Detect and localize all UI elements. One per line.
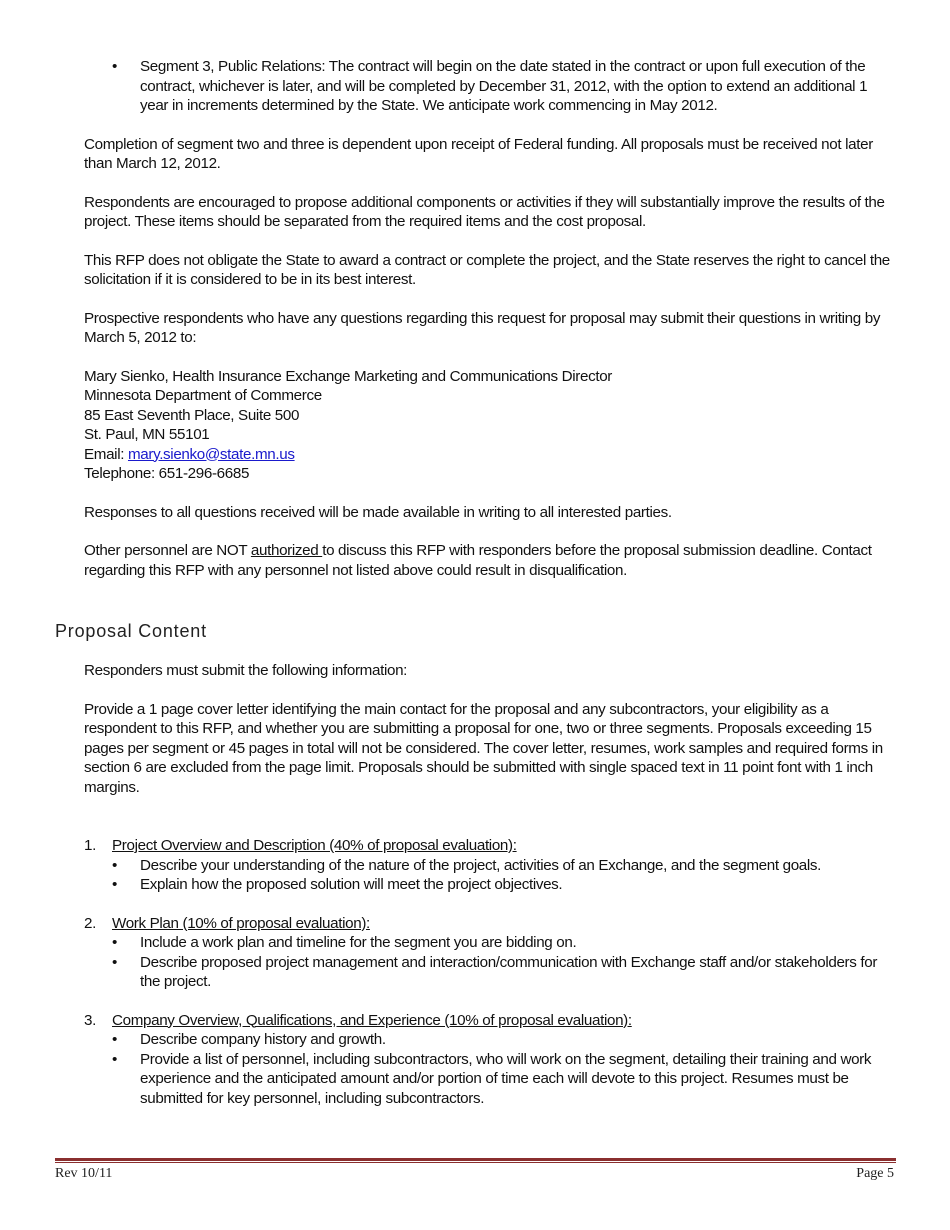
criteria-item bbox=[84, 836, 899, 895]
completion-paragraph: Completion of segment two and three is dependent upon receipt of Federal funding. All proposals must be received not later than March 12, 2012. bbox=[84, 135, 873, 172]
footer-revision: Rev 10/11 bbox=[55, 1166, 113, 1181]
criteria-title: Work Plan (10% of proposal evaluation): bbox=[112, 914, 370, 932]
email-link[interactable]: mary.sienko@state.mn.us bbox=[127, 445, 295, 463]
contact-org: Minnesota Department of Commerce bbox=[84, 387, 322, 404]
bullet-icon: • bbox=[112, 856, 117, 874]
list-item bbox=[84, 57, 899, 116]
other-personnel-text-end: to discuss this RFP with responders before the proposal submission deadline. Contact regarding this RFP with any personnel not listed above could result in disqualification. bbox=[84, 542, 872, 579]
criteria-heading bbox=[84, 836, 899, 856]
criteria-number: 2. bbox=[84, 914, 96, 932]
bullet-text: Provide a list of personnel, including subcontractors, who will work on the segment, detailing their training and work experience and the anticipated amount and/or portion of time each will devote to this project. Resumes must be submitted for key personnel, including subcontractors. bbox=[140, 1050, 872, 1107]
responses-paragraph: Responses to all questions received will be made available in writing to all interested parties. bbox=[84, 503, 672, 521]
bullet-icon: • bbox=[112, 876, 117, 893]
proposal-content-heading: Proposal Content bbox=[55, 621, 207, 641]
bullet-icon: • bbox=[112, 934, 117, 951]
contact-address-line1: 85 East Seventh Place, Suite 500 bbox=[84, 406, 300, 424]
criteria-heading bbox=[84, 1011, 899, 1031]
other-personnel-paragraph bbox=[84, 541, 899, 580]
criteria-bullets bbox=[84, 933, 899, 992]
intro-bullet-list bbox=[84, 57, 899, 116]
bullet-icon: • bbox=[112, 1031, 117, 1048]
list-item bbox=[84, 953, 899, 992]
criteria-number: 3. bbox=[84, 1011, 96, 1029]
bullet-text: Describe proposed project management and interaction/communication with Exchange staff and/or stakeholders for the project. bbox=[140, 953, 878, 990]
criteria-item bbox=[84, 914, 899, 992]
criteria-bullets bbox=[84, 1030, 899, 1108]
page-body bbox=[55, 57, 899, 1127]
email-label: Email: bbox=[84, 445, 128, 463]
footer-divider-thin bbox=[55, 1162, 896, 1163]
list-item bbox=[84, 875, 899, 895]
other-personnel-text-start: Other personnel are NOT bbox=[84, 542, 251, 559]
bullet-text: Segment 3, Public Relations: The contract will begin on the date stated in the contract or upon full execution of the contract, whichever is later, and will be completed by December 31, 2012, with the option to extend an additional 1 year in increments determined by the State. We anticipate work commencing in May 2012. bbox=[140, 58, 868, 114]
contact-email-line bbox=[84, 445, 899, 465]
contact-block bbox=[84, 367, 899, 484]
contact-address-line2: St. Paul, MN 55101 bbox=[84, 426, 210, 443]
criteria-number: 1. bbox=[84, 837, 96, 854]
bullet-icon: • bbox=[112, 1050, 117, 1068]
criteria-title: Company Overview, Qualifications, and Experience (10% of proposal evaluation): bbox=[112, 1011, 632, 1029]
footer-divider bbox=[55, 1158, 896, 1161]
criteria-bullets bbox=[84, 856, 899, 895]
bullet-text: Explain how the proposed solution will meet the project objectives. bbox=[140, 876, 563, 893]
evaluation-criteria-list bbox=[84, 836, 899, 1108]
cover-letter-paragraph: Provide a 1 page cover letter identifying the main contact for the proposal and any subcontractors, your eligibility as a respondent to this RFP, and whether you are submitting a proposal for one, two or three segments. Proposals exceeding 15 pages per segment or 45 pages in total will not be considered. The cover letter, resumes, work samples and required forms in section 6 are excluded from the page limit. Proposals should be submitted with single spaced text in 11 point font with 1 inch margins. bbox=[84, 700, 883, 796]
spacer bbox=[84, 816, 899, 836]
footer-page-number: Page 5 bbox=[856, 1166, 894, 1181]
criteria-title: Project Overview and Description (40% of proposal evaluation): bbox=[112, 837, 517, 854]
list-item bbox=[84, 1030, 899, 1050]
bullet-text: Describe company history and growth. bbox=[140, 1031, 386, 1048]
bullet-icon: • bbox=[112, 953, 117, 971]
proposal-lead-paragraph: Responders must submit the following information: bbox=[84, 662, 408, 679]
criteria-item bbox=[84, 1011, 899, 1109]
contact-telephone: Telephone: 651-296-6685 bbox=[84, 465, 250, 482]
bullet-text: Include a work plan and timeline for the segment you are bidding on. bbox=[140, 934, 577, 951]
bullet-text: Describe your understanding of the nature of the project, activities of an Exchange, and the segment goals. bbox=[140, 856, 822, 874]
authorized-underlined-text: authorized bbox=[250, 542, 323, 559]
respondents-paragraph: Respondents are encouraged to propose additional components or activities if they will substantially improve the results of the project. These items should be separated from the required items and the cost proposal. bbox=[84, 193, 885, 230]
bullet-icon: • bbox=[112, 58, 117, 75]
questions-paragraph: Prospective respondents who have any questions regarding this request for proposal may submit their questions in writing by March 5, 2012 to: bbox=[84, 309, 881, 346]
list-item bbox=[84, 933, 899, 953]
obligation-paragraph: This RFP does not obligate the State to award a contract or complete the project, and the State reserves the right to cancel the solicitation if it is considered to be in its best interest. bbox=[84, 251, 890, 288]
list-item bbox=[84, 856, 899, 876]
list-item bbox=[84, 1050, 899, 1109]
criteria-heading bbox=[84, 914, 899, 934]
contact-name: Mary Sienko, Health Insurance Exchange Marketing and Communications Director bbox=[84, 367, 613, 385]
